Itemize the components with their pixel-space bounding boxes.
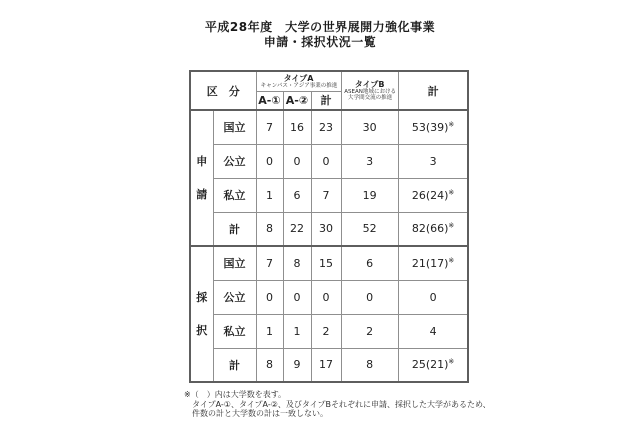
header-a1: A-①: [256, 91, 283, 110]
header-total: 計: [398, 71, 468, 110]
cell-b: 0: [341, 280, 398, 314]
cell-a2: 16: [283, 110, 311, 144]
cell-a1: 7: [256, 246, 283, 280]
total-value: 53(39): [411, 120, 449, 134]
section-char: 採: [196, 291, 208, 304]
cell-a1: 0: [256, 144, 283, 178]
row-label-total: 計: [213, 212, 256, 246]
cell-a-total: 15: [311, 246, 341, 280]
footnote-marker: ※: [448, 120, 455, 129]
document-title: [0, 20, 640, 50]
cell-a2: 9: [283, 348, 311, 382]
cell-b: 8: [341, 348, 398, 382]
footnote-marker: ※: [448, 221, 455, 230]
title-line-2: 申請・採択状況一覧: [263, 35, 377, 49]
header-a-total: 計: [311, 91, 341, 110]
total-value: 26(24): [411, 188, 449, 202]
title-line-1: 平成28年度 大学の世界展開力強化事業: [204, 20, 436, 34]
cell-total: [398, 212, 468, 246]
cell-a-total: 23: [311, 110, 341, 144]
row-label-public: 公立: [213, 144, 256, 178]
cell-a2: 1: [283, 314, 311, 348]
status-table: [189, 70, 469, 383]
section-char: 請: [196, 188, 208, 201]
header-kubun: 区 分: [190, 71, 256, 110]
row-label-private: 私立: [213, 314, 256, 348]
cell-a-total: 2: [311, 314, 341, 348]
header-type-b-title: タイプB: [354, 79, 385, 89]
cell-a-total: 17: [311, 348, 341, 382]
total-value: 82(66): [411, 222, 449, 236]
footnote: [184, 390, 504, 419]
footnote-line-1: ※（ ）内は大学数を表す。: [184, 390, 287, 399]
header-type-a: [256, 71, 341, 91]
cell-a2: 0: [283, 144, 311, 178]
cell-a1: 7: [256, 110, 283, 144]
cell-total: [398, 246, 468, 280]
cell-b: 52: [341, 212, 398, 246]
cell-a2: 6: [283, 178, 311, 212]
cell-a-total: 7: [311, 178, 341, 212]
cell-a1: 0: [256, 280, 283, 314]
total-value: 4: [429, 324, 437, 338]
cell-a2: 0: [283, 280, 311, 314]
header-type-b: [341, 71, 398, 110]
row-label-private: 私立: [213, 178, 256, 212]
cell-a1: 8: [256, 348, 283, 382]
cell-total: [398, 110, 468, 144]
row-label-national: 国立: [213, 110, 256, 144]
row-label-public: 公立: [213, 280, 256, 314]
header-type-b-subtitle-2: 大学間交流の推進: [347, 94, 392, 101]
cell-total: [398, 348, 468, 382]
footnote-marker: ※: [448, 357, 455, 366]
cell-b: 19: [341, 178, 398, 212]
header-a2: A-②: [283, 91, 311, 110]
footnote-line-2: タイプA-①、タイプA-②、及びタイプBそれぞれに申請、採択した大学があるため、: [192, 399, 491, 409]
row-label-total: 計: [213, 348, 256, 382]
total-value: 0: [429, 290, 437, 304]
cell-a1: 1: [256, 314, 283, 348]
cell-b: 2: [341, 314, 398, 348]
cell-a1: 8: [256, 212, 283, 246]
cell-total: [398, 178, 468, 212]
footnote-marker: ※: [448, 256, 455, 265]
row-label-national: 国立: [213, 246, 256, 280]
cell-b: 30: [341, 110, 398, 144]
cell-b: 6: [341, 246, 398, 280]
cell-a-total: 0: [311, 144, 341, 178]
header-type-a-title: タイプA: [283, 73, 314, 83]
cell-a2: 8: [283, 246, 311, 280]
cell-total: [398, 314, 468, 348]
header-type-a-subtitle: キャンパス・アジア事業の推進: [260, 81, 337, 89]
cell-b: 3: [341, 144, 398, 178]
total-value: 21(17): [411, 256, 449, 270]
total-value: 3: [429, 154, 437, 168]
cell-a-total: 0: [311, 280, 341, 314]
footnote-marker: ※: [448, 187, 455, 196]
header-type-b-subtitle-1: ASEAN地域における: [343, 87, 396, 95]
cell-a1: 1: [256, 178, 283, 212]
cell-a-total: 30: [311, 212, 341, 246]
total-value: 25(21): [411, 358, 449, 372]
cell-total: [398, 280, 468, 314]
section-char: 択: [196, 324, 208, 337]
section-label-adoption: [190, 246, 213, 382]
section-char: 申: [196, 155, 208, 168]
footnote-line-3: 件数の計と大学数の計は一致しない。: [192, 409, 328, 418]
cell-a2: 22: [283, 212, 311, 246]
cell-total: [398, 144, 468, 178]
section-label-application: [190, 110, 213, 246]
